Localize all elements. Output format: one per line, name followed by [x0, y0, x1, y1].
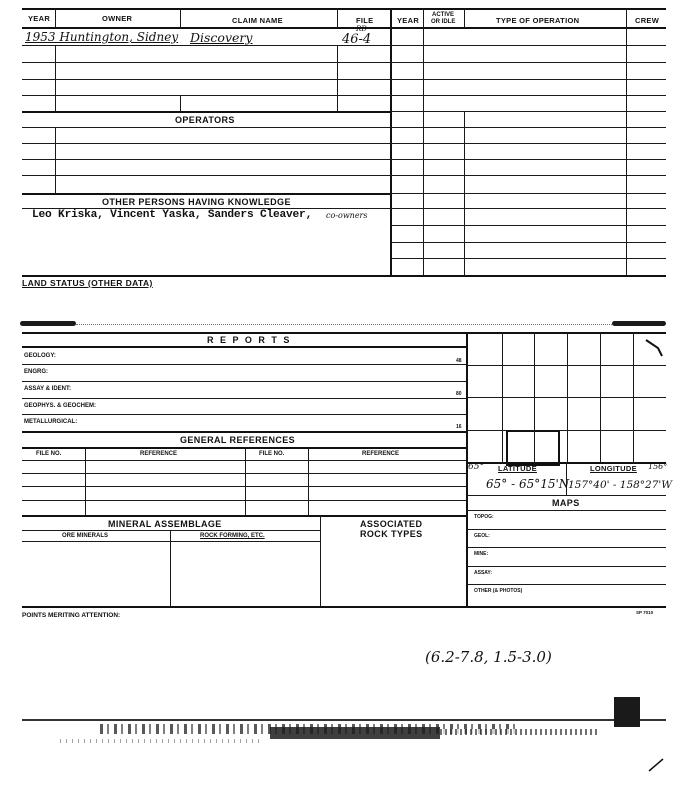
entry-claim-name: Discovery	[190, 30, 253, 45]
highlight-box	[506, 430, 560, 466]
report-geology: GEOLOGY:	[24, 353, 56, 359]
entry-file-top: RD	[356, 25, 367, 33]
latitude-label: LATITUDE	[498, 464, 537, 473]
smudge-left	[20, 321, 76, 326]
other-persons-hand: co-owners	[326, 211, 368, 220]
operators-label: OPERATORS	[175, 115, 235, 125]
maps-topog: TOPOG:	[474, 514, 494, 520]
maps-mine: MINE:	[474, 551, 489, 557]
maps-geol: GEOL:	[474, 533, 490, 539]
mineral-title: MINERAL ASSEMBLAGE	[108, 519, 222, 529]
maps-title: MAPS	[552, 498, 580, 508]
entry-year-owner: 1953 Huntington, Sidney	[25, 30, 179, 44]
reports-title: R E P O R T S	[207, 335, 292, 345]
gr-reference-2: REFERENCE	[362, 451, 400, 457]
points-meriting-attention: POINTS MERITING ATTENTION:	[22, 612, 121, 619]
header-claim-name: CLAIM NAME	[232, 16, 283, 25]
longitude-value: 157°40' - 158°27'W	[568, 479, 673, 491]
maps-assay: ASSAY:	[474, 570, 493, 576]
associated-rock-types-2: ROCK TYPES	[360, 529, 423, 539]
header-crew: CREW	[635, 16, 660, 25]
report-geology-num: 48	[456, 358, 462, 364]
maps-other: OTHER (& PHOTOS)	[474, 588, 523, 594]
report-metallurgical-num: 16	[456, 424, 462, 430]
pen-mark	[644, 336, 666, 358]
header-year: YEAR	[28, 14, 51, 23]
header-active: ACTIVE	[432, 12, 455, 18]
entry-file: 46-4	[342, 32, 372, 47]
associated-rock-types-1: ASSOCIATED	[360, 519, 423, 529]
other-persons-label: OTHER PERSONS HAVING KNOWLEDGE	[102, 197, 291, 207]
longitude-label: LONGITUDE	[590, 464, 637, 473]
lat-left-note: 65°	[468, 462, 484, 472]
latitude-value: 65° - 65°15'N	[486, 477, 570, 491]
report-metallurgical: METALLURGICAL:	[24, 419, 78, 425]
form-number: SP 7010	[636, 610, 654, 615]
smudge-right	[612, 321, 666, 326]
other-persons-typed: Leo Kriska, Vincent Yaska, Sanders Cleaver,	[32, 209, 313, 221]
header-type-of-operation: TYPE OF OPERATION	[496, 16, 580, 25]
header-owner: OWNER	[102, 14, 133, 23]
report-geophys: GEOPHYS. & GEOCHEM:	[24, 403, 97, 409]
general-references-title: GENERAL REFERENCES	[180, 435, 296, 445]
rock-forming-label: ROCK FORMING, ETC.	[200, 533, 265, 539]
ore-minerals-label: ORE MINERALS	[62, 533, 109, 539]
report-assay: ASSAY & IDENT:	[24, 386, 72, 392]
report-assay-num: 80	[456, 391, 462, 397]
header-file: FILE	[356, 16, 374, 25]
lon-right-note: 156°	[648, 462, 668, 471]
gr-reference-1: REFERENCE	[140, 451, 178, 457]
handwritten-note: (6.2-7.8, 1.5-3.0)	[425, 648, 552, 666]
land-status-label: LAND STATUS (OTHER DATA)	[22, 278, 153, 288]
gr-file-no-1: FILE NO.	[36, 451, 62, 457]
header-year-2: YEAR	[397, 16, 420, 25]
report-engrg: ENGRG:	[24, 369, 48, 375]
header-or-idle: OR IDLE	[431, 19, 456, 25]
gr-file-no-2: FILE NO.	[259, 451, 285, 457]
